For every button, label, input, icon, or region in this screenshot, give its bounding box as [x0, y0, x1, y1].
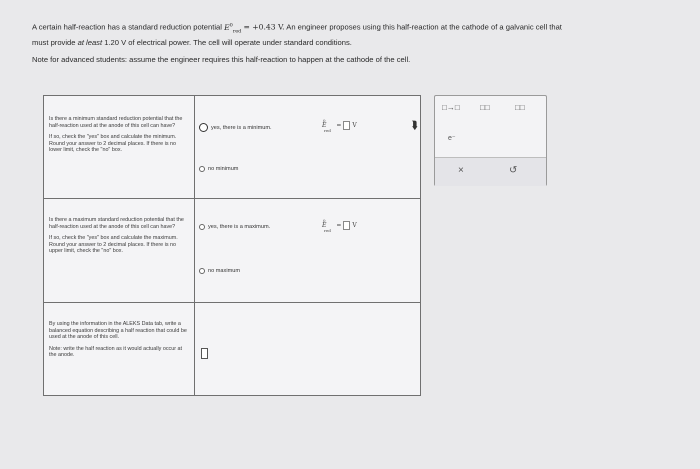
minimum-yes-radio[interactable]: [199, 123, 208, 132]
minimum-row: [44, 96, 420, 198]
electron-button[interactable]: e⁻: [448, 135, 456, 142]
maximum-unit: V: [352, 222, 357, 229]
half-reaction-input[interactable]: [201, 346, 208, 364]
minimum-no-option[interactable]: [199, 166, 238, 172]
maximum-question-cell: [44, 199, 195, 303]
maximum-instruction: If so, check the "yes" box and calculate the maximum. Round your answer to 2 decimal places. If there is no upper limit, check the "no" box.: [49, 235, 178, 255]
minimum-unit: V: [352, 122, 357, 129]
minimum-no-radio[interactable]: [199, 166, 205, 172]
maximum-e-symbol: E 0 red: [322, 218, 331, 233]
subscript-button[interactable]: □□: [480, 103, 490, 112]
superscript-button[interactable]: □□: [515, 103, 525, 112]
minimum-e-symbol: E 0 red: [322, 118, 331, 133]
problem-statement: [32, 20, 692, 69]
problem-intro-rest: An engineer proposes using this half-reaction at the cathode of a galvanic cell that: [286, 22, 562, 32]
minimum-yes-label: yes, there is a minimum.: [211, 124, 272, 131]
maximum-no-label: no maximum: [208, 268, 241, 274]
minimum-yes-option[interactable]: [199, 123, 272, 132]
advanced-note: Note for advanced students: assume the engineer requires this half-reaction to happen at the cathode of the cell.: [32, 55, 411, 65]
minimum-question-cell: [44, 96, 195, 198]
maximum-value-input[interactable]: [343, 221, 350, 230]
minimum-no-label: no minimum: [208, 166, 239, 172]
maximum-no-option[interactable]: [199, 268, 240, 274]
half-reaction-slot[interactable]: [201, 348, 208, 359]
answer-grid: [43, 95, 421, 396]
undo-icon[interactable]: ↺: [509, 165, 518, 176]
maximum-equation: E 0 red = V: [322, 218, 357, 233]
minimum-equation: E 0 red = V: [322, 118, 357, 133]
problem-line2b: 1.20 V of electrical power. The cell will operate under standard conditions.: [104, 38, 352, 48]
maximum-yes-label: yes, there is a maximum.: [208, 224, 271, 230]
maximum-row: [44, 198, 420, 303]
equation-question-cell: [44, 303, 195, 396]
maximum-yes-radio[interactable]: [199, 224, 205, 230]
reduction-potential: $E^0_{red}$: [224, 22, 242, 35]
minimum-question: Is there a minimum standard reduction potential that the half-reaction used at the anode of this cell can have?: [49, 116, 183, 129]
mouse-cursor-icon: ⮯: [411, 120, 418, 132]
reduction-potential-value: = +0.43 V.: [243, 22, 285, 32]
maximum-question: Is there a maximum standard reduction potential that the half-reaction used at the anode of this cell can have?: [49, 217, 184, 230]
clear-icon[interactable]: ×: [458, 165, 464, 176]
equation-row: [44, 302, 420, 396]
problem-intro: A certain half-reaction has a standard reduction potential: [32, 22, 222, 32]
problem-line2-emph: at least: [77, 38, 103, 48]
palette-action-bar: [435, 157, 546, 186]
equation-question: By using the information in the ALEKS Data tab, write a balanced equation describing a half reaction that could be used at the anode of this cell.: [49, 321, 187, 341]
equation-note: Note: write the half reaction as it would actually occur at the anode.: [49, 345, 183, 359]
equation-palette: [434, 95, 547, 186]
minimum-value-input[interactable]: [343, 121, 350, 130]
maximum-yes-option[interactable]: [199, 224, 270, 230]
problem-line2a: must provide: [32, 38, 76, 48]
arrow-template-button[interactable]: □→□: [442, 103, 460, 112]
maximum-no-radio[interactable]: [199, 268, 205, 274]
minimum-instruction: If so, check the "yes" box and calculate the minimum. Round your answer to 2 decimal places. If there is no lower limit, check the "no" box.: [49, 134, 177, 154]
